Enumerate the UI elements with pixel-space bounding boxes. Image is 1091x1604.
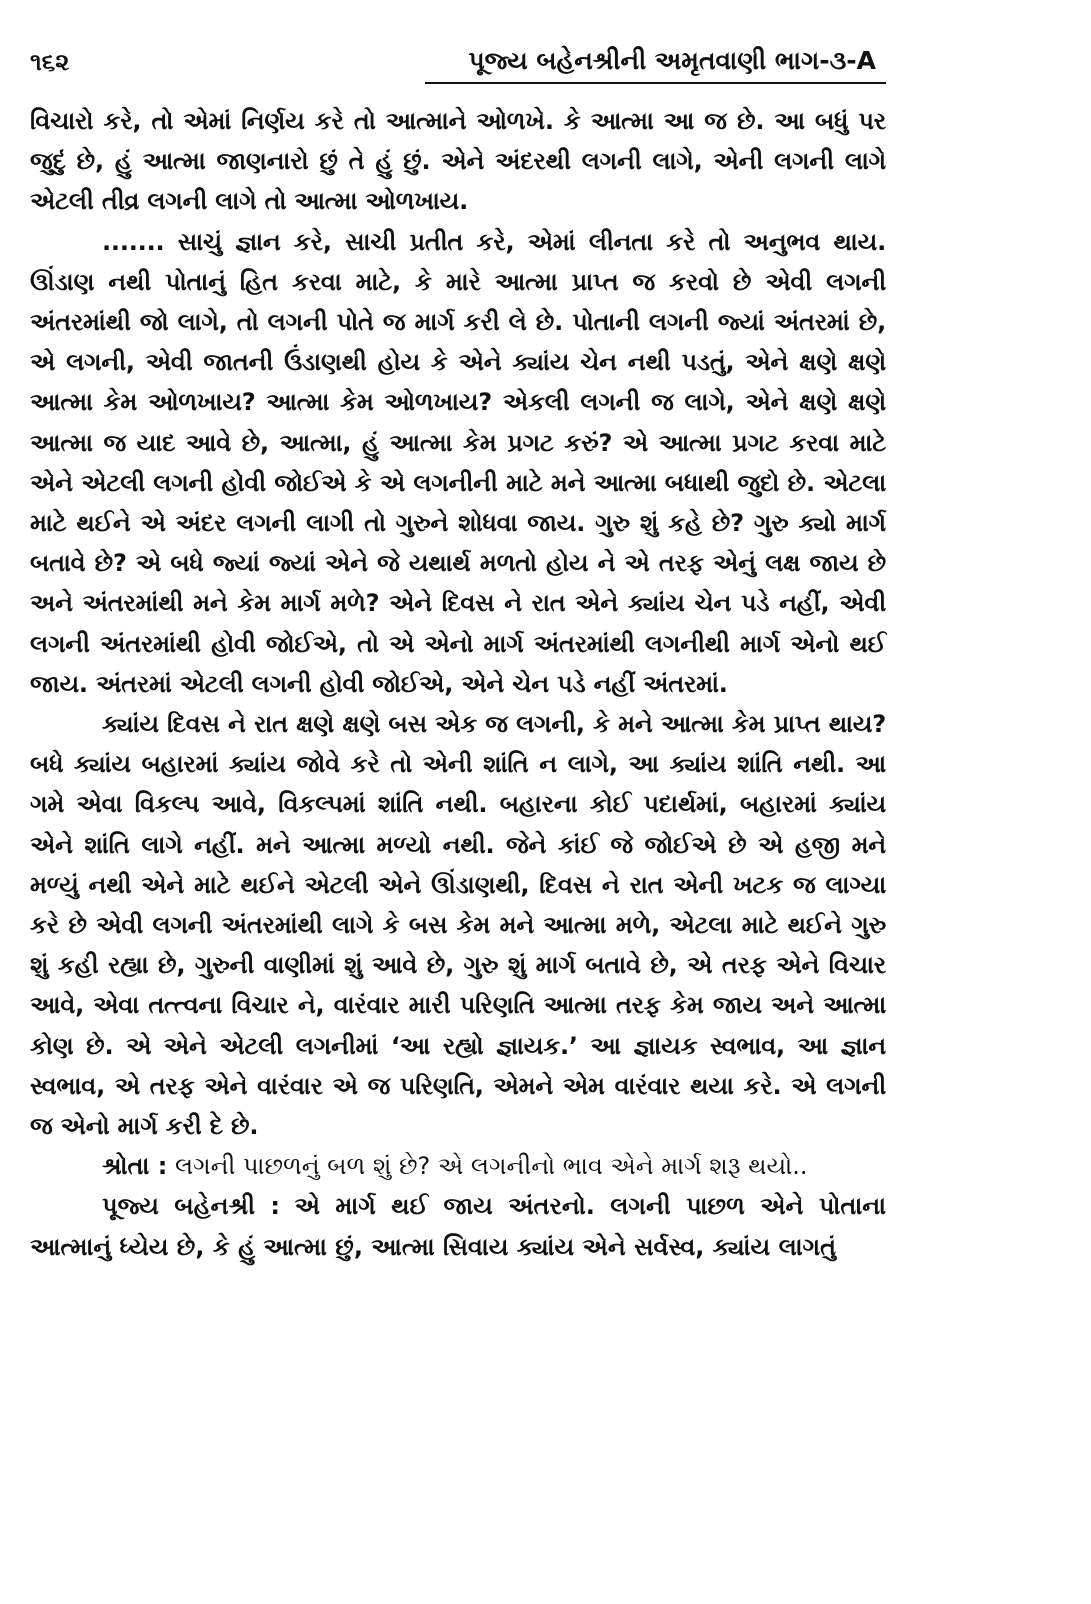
page-header — [30, 44, 886, 84]
page-body — [30, 101, 886, 1267]
paragraph-2: ....... સાચું જ્ઞાન કરે, સાચી પ્રતીત કરે, એમાં લીનતા કરે તો અનુભવ થાય. ઊંડાણ નથી પોતાનું હિત કરવા માટે, કે મારે આત્મા પ્રાપ્ત જ કરવો છે એવી લગની અંતરમાંથી જો લાગે, તો લગની પોતે જ માર્ગ કરી લે છે. પોતાની લગની જ્યાં અંતરમાં છે, એ લગની, એવી જાતની ઉંડાણથી હોય કે એને ક્યાંય ચેન નથી પડતું, એને ક્ષણે ક્ષણે આત્મા કેમ ઓળખાય? આત્મા કેમ ઓળખાય? એકલી લગની જ લાગે, એને ક્ષણે ક્ષણે આત્મા જ યાદ આવે છે, આત્મા, હું આત્મા કેમ પ્રગટ કરું? એ આત્મા પ્રગટ કરવા માટે એને એટલી લગની હોવી જોઈએ કે એ લગનીની માટે મને આત્મા બધાથી જુદો છે. એટલા માટે થઈને એ અંદર લગની લાગી તો ગુરુને શોધવા જાય. ગુરુ શું કહે છે? ગુરુ ક્યો માર્ગ બતાવે છે? એ બધે જ્યાં જ્યાં એને જે યથાર્થ મળતો હોય ને એ તરફ એનું લક્ષ જાય છે અને અંતરમાંથી મને કેમ માર્ગ મળે? એને દિવસ ને રાત એને ક્યાંય ચેન પડે નહીં, એવી લગની અંતરમાંથી હોવી જોઈએ, તો એ એનો માર્ગ અંતરમાંથી લગનીથી માર્ગ એનો થઈ જાય. અંતરમાં એટલી લગની હોવી જોઈએ, એને ચેન પડે નહીં અંતરમાં. — [30, 227, 886, 698]
header-rule — [425, 82, 886, 84]
paragraph-1: વિચારો કરે, તો એમાં નિર્ણય કરે તો આત્માને ઓળખે. કે આત્મા આ જ છે. આ બધું પર જુદું છે, હું આત્મા જાણનારો છું તે હું છું. એને અંદરથી લગની લાગે, એની લગની લાગે એટલી તીવ્ર લગની લાગે તો આત્મા ઓળખાય. — [30, 107, 886, 216]
dialogue-bahenshree — [30, 1186, 886, 1266]
running-title: પૂજ્ય બહેનશ્રીની અમૃતવાણી ભાગ-૩-A — [468, 46, 876, 75]
dialogue-question: લગની પાછળનું બળ શું છે? એ લગનીનો ભાવ એને માર્ગ શરૂ થયો.. — [174, 1152, 808, 1181]
page-number: ૧૬૨ — [30, 48, 70, 76]
dialogue-answer: એ માર્ગ થઈ જાય અંતરનો. લગની પાછળ એને પોતાના આત્માનું ધ્યેય છે, કે હું આત્મા છું, આત્મા સિવાય ક્યાંય એને સર્વસ્વ, ક્યાંય લાગતું — [30, 1192, 886, 1261]
dialogue-listener — [30, 1146, 886, 1186]
speaker-label: શ્રોતા : — [102, 1152, 168, 1181]
speaker-label: પૂજ્ય બહેનશ્રી : — [102, 1192, 280, 1221]
paragraph-3: ક્યાંય દિવસ ને રાત ક્ષણે ક્ષણે બસ એક જ લગની, કે મને આત્મા કેમ પ્રાપ્ત થાય? બધે ક્યાંય બહારમાં ક્યાંય જોવે કરે તો એની શાંતિ ન લાગે, આ ક્યાંય શાંતિ નથી. આ ગમે એવા વિકલ્પ આવે, વિકલ્પમાં શાંતિ નથી. બહારના કોઈ પદાર્થમાં, બહારમાં ક્યાંય એને શાંતિ લાગે નહીં. મને આત્મા મળ્યો નથી. જેને કાંઈ જે જોઈએ છે એ હજી મને મળ્યું નથી એને માટે થઈને એટલી એને ઊંડાણથી, દિવસ ને રાત એની ખટક જ લાગ્યા કરે છે એવી લગની અંતરમાંથી લાગે કે બસ કેમ મને આત્મા મળે, એટલા માટે થઈને ગુરુ શું કહી રહ્યા છે, ગુરુની વાણીમાં શું આવે છે, ગુરુ શું માર્ગ બતાવે છે, એ તરફ એને વિચાર આવે, એવા તત્ત્વના વિચાર ને, વારંવાર મારી પરિણતિ આત્મા તરફ કેમ જાય અને આત્મા કોણ છે. એ એને એટલી લગનીમાં ‘આ રહ્યો જ્ઞાયક.’ આ જ્ઞાયક સ્વભાવ, આ જ્ઞાન સ્વભાવ, એ તરફ એને વારંવાર એ જ પરિણતિ, એમને એમ વારંવાર થયા કરે. એ લગની જ એનો માર્ગ કરી દે છે. — [30, 710, 886, 1141]
